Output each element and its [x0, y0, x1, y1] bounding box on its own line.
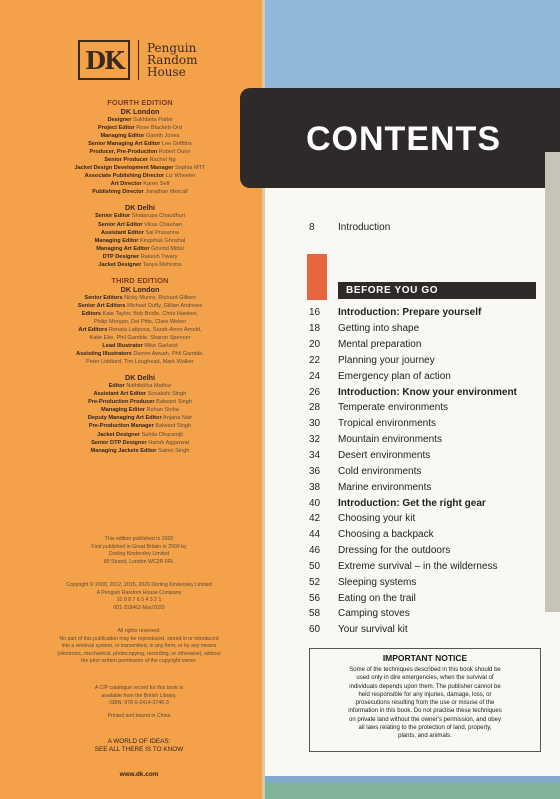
- toc-entry-title: Sleeping systems: [338, 576, 417, 588]
- toc-entry-title: Choosing your kit: [338, 513, 416, 525]
- toc-entry-title: Temperate environments: [338, 402, 449, 414]
- credit-list: [20, 212, 260, 268]
- text-line: Printed and bound in China: [107, 713, 171, 719]
- text-line: 10 9 8 7 6 5 4 3 2 1: [116, 597, 162, 603]
- office-label: DK London: [120, 107, 160, 116]
- toc-entry[interactable]: [309, 463, 545, 479]
- credit-names: Michael Duffy, Gillian Andrews: [127, 302, 203, 309]
- footer-stripe-green: [265, 782, 560, 799]
- credit-names: Jonathan Metcalf: [145, 189, 188, 196]
- toc-entry-title: Your survival kit: [338, 624, 408, 636]
- office-label: DK Delhi: [125, 203, 155, 213]
- credit-row: [20, 310, 260, 318]
- credit-row: [20, 172, 260, 180]
- credit-names: Rachel Ng: [149, 157, 176, 164]
- toc-entry[interactable]: [309, 527, 545, 543]
- text-line: into a retrieval system, or transmitted, in any form, or by any means: [61, 643, 217, 649]
- toc-entry[interactable]: [309, 353, 545, 369]
- credit-row: [20, 334, 260, 342]
- toc-entry-title: Introduction: Know your environment: [338, 386, 517, 398]
- text-line: 80 Strand, London WC2R 0RL: [103, 558, 175, 565]
- credit-row: [20, 431, 260, 439]
- credit-names: Balwant Singh: [155, 423, 192, 430]
- credit-row: [20, 414, 260, 422]
- credit-names: Harish Aggarwal: [148, 439, 189, 446]
- toc-page-number: 26: [309, 386, 321, 398]
- text-line: the prior written permission of the copyright owner.: [81, 658, 197, 664]
- credit-row: [20, 294, 260, 302]
- printing-info: [28, 713, 250, 721]
- rights-statement: [28, 628, 250, 666]
- toc-page-number: 34: [309, 450, 321, 462]
- text-line: 001-318462-Mar/2020: [113, 604, 165, 611]
- text-line: First published in Great Britain in 2009 by: [91, 543, 187, 550]
- edition-label: FOURTH EDITION: [107, 98, 173, 107]
- text-line: available from the British Library.: [101, 692, 177, 699]
- toc-page-number: 22: [309, 354, 321, 366]
- toc-entry-title: Cold environments: [338, 465, 422, 477]
- credit-row: [20, 132, 260, 140]
- toc-page-number: 28: [309, 402, 321, 414]
- toc-page-number: 50: [309, 560, 321, 572]
- toc-entry[interactable]: [309, 574, 545, 590]
- credit-role: Senior Managing Art Editor: [88, 141, 161, 148]
- credit-row: [20, 140, 260, 148]
- credit-role: Project Editor: [98, 125, 135, 132]
- credit-role: Editors: [81, 310, 102, 317]
- text-line: SEE ALL THERE IS TO KNOW: [94, 746, 184, 753]
- text-line: information in this book. Do not practise these techniques: [348, 708, 502, 715]
- toc-page-number: 16: [309, 307, 321, 319]
- credit-role: Editor: [108, 383, 125, 390]
- text-line: Some of the techniques described in this book should be: [349, 667, 501, 673]
- text-line: held responsible for any injuries, damage, loss, or: [358, 691, 492, 698]
- credit-row: [20, 261, 260, 269]
- toc-entry[interactable]: [309, 368, 545, 384]
- credit-row: [20, 382, 260, 390]
- credit-names: Balwant Singh: [156, 399, 192, 406]
- important-notice: [309, 648, 541, 752]
- credit-names: Nidhilekha Mathur: [126, 383, 172, 390]
- toc-entry-title: Mental preparation: [338, 339, 422, 351]
- credit-role: Designer: [107, 117, 132, 123]
- toc-entry[interactable]: [309, 384, 545, 400]
- credit-role: Pre-Production Producer: [88, 399, 155, 406]
- credit-role: Associate Publishing Director: [84, 173, 165, 180]
- text-line: Dorling Kindersley Limited: [108, 551, 170, 557]
- credit-role: Managing Editor: [100, 133, 145, 140]
- credit-role: Art Editors: [78, 326, 108, 333]
- credit-row: [20, 302, 260, 310]
- credit-list: [20, 294, 260, 366]
- toc-page-number: 60: [309, 624, 321, 636]
- credit-list: [20, 116, 260, 196]
- credit-names: Liz Wheeler: [165, 173, 196, 180]
- credit-row: [20, 164, 260, 172]
- credit-names: Lee Griffiths: [161, 141, 192, 148]
- credit-row: [20, 156, 260, 164]
- toc-entry[interactable]: [309, 590, 545, 606]
- credit-names: Anjana Nair: [162, 415, 193, 422]
- credit-row: [20, 422, 260, 430]
- credit-names: Darren Awuah, Phil Gamble,: [133, 351, 204, 358]
- credit-names: Sai Prasanna: [145, 229, 180, 236]
- toc-entry-title: Desert environments: [338, 450, 431, 462]
- chapter-number-1: [307, 254, 327, 300]
- credit-names: Karen Self: [143, 181, 170, 188]
- credit-role: Senior Art Editor: [98, 221, 143, 228]
- text-line: This edition published in 2020: [104, 536, 174, 542]
- toc-entry[interactable]: [309, 479, 545, 495]
- text-line: all laws relating to the protection of land, property,: [358, 725, 492, 732]
- text-line: All rights reserved.: [117, 628, 161, 634]
- credit-names: Katie Eke, Phil Gamble, Sharon Spencer: [89, 335, 191, 342]
- toc-entry[interactable]: [309, 432, 545, 448]
- toc-entry[interactable]: [309, 559, 545, 575]
- penguin-random-house-wordmark: Penguin Random House: [147, 41, 198, 79]
- credits-block: [20, 98, 260, 455]
- toc-entry[interactable]: [309, 495, 545, 511]
- credit-role: Jacket Design Development Manager: [74, 165, 174, 172]
- credit-names: Philip Morgan, Del Pitts, Clare Weber: [93, 318, 187, 325]
- toc-entry-title: Introduction: Prepare yourself: [338, 307, 482, 319]
- text-line: A WORLD OF IDEAS:: [107, 738, 171, 745]
- credit-names: Saloni Singh: [158, 447, 190, 454]
- office-label: DK Delhi: [125, 373, 155, 383]
- text-line: ISBN: 978-0-2414-3746-3: [109, 700, 169, 706]
- toc-page-number: 36: [309, 465, 321, 477]
- credit-names: Rose Blackett-Ord: [136, 125, 182, 132]
- credit-names: Sonakshi Singh: [147, 391, 187, 398]
- credit-names: Suhita Dharamjit: [141, 431, 183, 438]
- toc-page-number: 20: [309, 339, 321, 351]
- credit-role: Pre-Production Manager: [88, 423, 154, 430]
- credit-row: [20, 188, 260, 196]
- credit-row: [20, 148, 260, 156]
- toc-page-number: 18: [309, 323, 321, 335]
- text-line: on private land without the owner's permission, and obey: [348, 716, 502, 723]
- toc-page-number: 24: [309, 370, 321, 382]
- toc-page-number: 56: [309, 592, 321, 604]
- page-title: CONTENTS: [306, 120, 501, 158]
- credit-row: [20, 253, 260, 261]
- toc-entry[interactable]: [309, 321, 545, 337]
- credit-role: DTP Designer: [102, 253, 140, 260]
- toc-entry-title: Planning your journey: [338, 354, 435, 366]
- toc-page-number: 32: [309, 434, 321, 446]
- dk-slogan: [28, 738, 250, 754]
- text-line: Copyright © 2009, 2012, 2015, 2020 Dorling Kindersley Limited: [66, 582, 212, 588]
- toc-entry-title: Extreme survival – in the wilderness: [338, 560, 498, 572]
- toc-entry[interactable]: [309, 622, 545, 638]
- toc-page-number: 52: [309, 576, 321, 588]
- credit-role: Publishing Director: [92, 189, 144, 196]
- credit-row: [20, 398, 260, 406]
- text-line: No part of this publication may be reproduced, stored in or introduced: [59, 635, 219, 642]
- text-line: plants, and animals.: [398, 733, 452, 740]
- credit-role: Lead Illustrator: [102, 343, 143, 350]
- catalogue-info: [28, 685, 250, 708]
- toc-entry-title: Emergency plan of action: [338, 370, 451, 382]
- text-line: prosecutions resulting from the use or misuse of the: [355, 700, 495, 707]
- credit-row: [20, 229, 260, 237]
- credit-role: Senior Producer: [104, 157, 148, 164]
- page-edge-strip: [545, 152, 560, 612]
- toc-page-number: 44: [309, 529, 321, 541]
- toc-page-number: 40: [309, 497, 321, 509]
- text-line: used only in dire emergencies, when the survival of: [356, 675, 494, 682]
- credit-names: Robert Dunn: [158, 149, 191, 156]
- toc-page-number: 42: [309, 513, 321, 525]
- credit-row: [20, 342, 260, 350]
- publisher-logo: [78, 40, 197, 80]
- credit-role: Assisting Illustrators: [76, 351, 132, 358]
- website-link[interactable]: www.dk.com: [119, 771, 159, 778]
- credit-row: [20, 318, 260, 326]
- credit-role: Senior Art Editors: [77, 302, 126, 309]
- credit-row: [20, 180, 260, 188]
- credit-names: Kate Taylor, Bob Bridle, Chris Hawkes,: [102, 310, 199, 317]
- credit-names: Mike Garland: [144, 343, 178, 350]
- toc-entry[interactable]: [309, 511, 545, 527]
- credit-row: [20, 406, 260, 414]
- toc-entry-title: Camping stoves: [338, 608, 410, 620]
- toc-entry-title: Tropical environments: [338, 418, 437, 430]
- toc-entry-title: Mountain environments: [338, 434, 442, 446]
- toc-page-number: 46: [309, 545, 321, 557]
- credit-names: Renata Latipova, Sarah-Anne Arnold,: [108, 326, 202, 333]
- toc-intro-entry[interactable]: [309, 222, 390, 233]
- text-line: individuals depends upon them. The publisher cannot be: [349, 683, 501, 690]
- toc-entry[interactable]: [309, 416, 545, 432]
- credit-names: Sukhbeta Pattni: [133, 117, 173, 123]
- copyright-info: [28, 582, 250, 612]
- credit-role: Senior Editors: [84, 294, 123, 301]
- credit-row: [20, 326, 260, 334]
- toc-page-number: 30: [309, 418, 321, 430]
- text-line: A Penguin Random House Company: [96, 589, 182, 596]
- credit-row: [20, 212, 260, 220]
- toc-entry-title: Introduction: Get the right gear: [338, 497, 486, 509]
- credit-row: [20, 350, 260, 358]
- credit-row: [20, 124, 260, 132]
- toc-entry-title: Dressing for the outdoors: [338, 545, 451, 557]
- credit-names: Shatarupa Chaudhuri: [131, 213, 185, 220]
- text-line: (electronic, mechanical, photocopying, recording, or otherwise), without: [57, 650, 221, 657]
- credit-row: [20, 390, 260, 398]
- credit-row: [20, 358, 260, 366]
- credit-role: Senior DTP Designer: [91, 439, 147, 446]
- credit-names: Rohan Sinha: [146, 407, 179, 414]
- credit-row: [20, 245, 260, 253]
- toc-entry[interactable]: [309, 400, 545, 416]
- credit-role: Art Director: [110, 181, 142, 188]
- toc-entry-title: Introduction: [338, 222, 391, 233]
- credit-role: Jacket Designer: [98, 261, 142, 268]
- credit-role: Managing Art Editor: [96, 245, 150, 252]
- credit-role: Deputy Managing Art Editor: [87, 415, 162, 422]
- toc-page-number: 8: [309, 222, 315, 233]
- credit-names: Sophia MTT: [174, 165, 206, 172]
- notice-body: [315, 666, 535, 741]
- chapter-heading: BEFORE YOU GO: [338, 282, 536, 299]
- toc-entry[interactable]: [309, 448, 545, 464]
- toc-entry-title: Choosing a backpack: [338, 529, 434, 541]
- credit-names: Gareth Jones: [145, 133, 180, 140]
- credit-role: Jacket Designer: [97, 431, 140, 438]
- credit-names: Rakesh Tiwary: [140, 253, 178, 260]
- toc-entry[interactable]: [309, 337, 545, 353]
- toc-entry[interactable]: [309, 305, 545, 321]
- credit-names: Nicky Munro, Richard Gilbert: [124, 294, 196, 301]
- credit-row: [20, 237, 260, 245]
- toc-page-number: 38: [309, 481, 321, 493]
- credit-row: [20, 116, 260, 124]
- credit-role: Managing Jackets Editor: [90, 447, 157, 454]
- credit-names: Vikas Chauhan: [144, 221, 182, 228]
- toc-list: [309, 305, 545, 638]
- credit-row: [20, 439, 260, 447]
- credit-role: Managing Editor: [94, 237, 139, 244]
- dk-logo-mark: DK: [78, 40, 130, 80]
- credit-role: Assistant Art Editor: [93, 391, 146, 398]
- credit-names: Peter Liddiard, Tim Loughead, Mark Walker: [86, 359, 194, 366]
- toc-page-number: 58: [309, 608, 321, 620]
- logo-divider: [138, 40, 139, 80]
- publication-info: [28, 536, 250, 566]
- toc-entry-title: Eating on the trail: [338, 592, 416, 604]
- edition-label: THIRD EDITION: [111, 275, 169, 285]
- office-label: DK London: [120, 284, 160, 294]
- toc-entry[interactable]: [309, 543, 545, 559]
- credit-row: [20, 221, 260, 229]
- notice-title: IMPORTANT NOTICE: [382, 653, 468, 663]
- toc-entry[interactable]: [309, 606, 545, 622]
- credit-role: Senior Editor: [95, 213, 131, 220]
- credit-list: [20, 382, 260, 454]
- credit-names: Kingshuk Ghoshal: [139, 237, 186, 244]
- credit-role: Assistant Editor: [100, 229, 144, 236]
- credit-role: Managing Editor: [101, 407, 145, 414]
- credit-row: [20, 447, 260, 455]
- text-line: A CIP catalogue record for this book is: [94, 685, 184, 691]
- toc-entry-title: Getting into shape: [338, 323, 420, 335]
- credit-names: Tanya Mehrotra: [142, 261, 182, 268]
- toc-entry-title: Marine environments: [338, 481, 432, 493]
- credit-names: Govind Mittal: [151, 245, 184, 252]
- credit-role: Producer, Pre-Production: [89, 149, 158, 156]
